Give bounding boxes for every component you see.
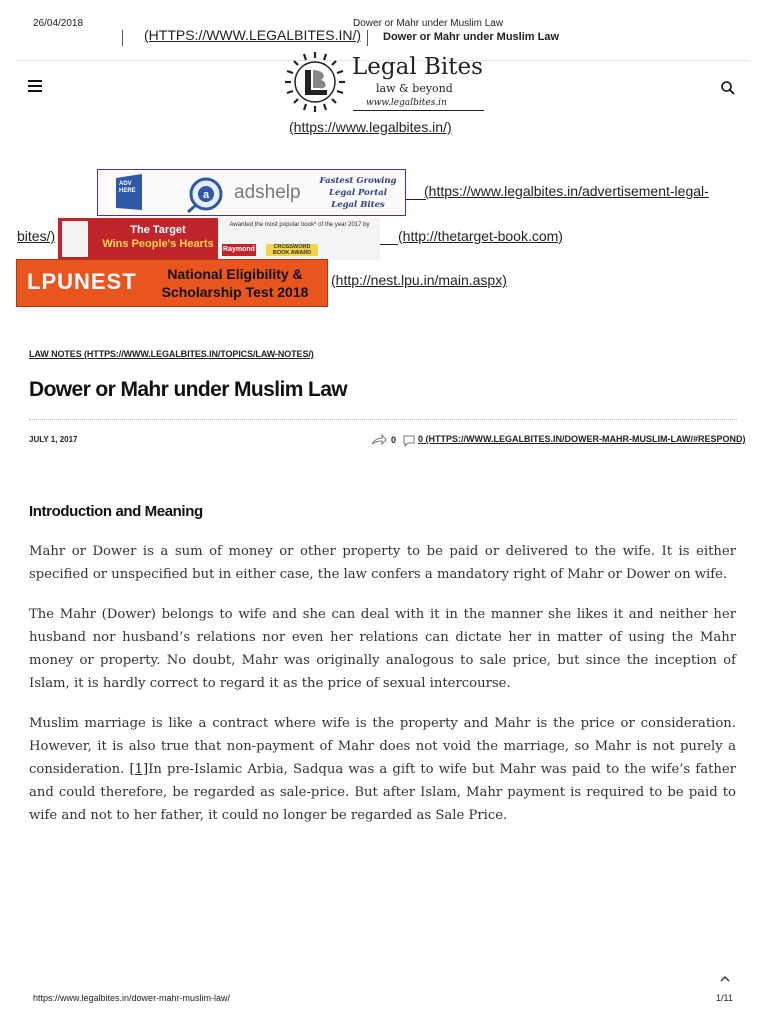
lpunest-logo: LPUNEST bbox=[27, 269, 137, 294]
title-divider bbox=[29, 419, 737, 420]
footer-url: https://www.legalbites.in/dower-mahr-muslim-law/ bbox=[33, 993, 231, 1003]
adv-badge-text: ADV HERE bbox=[119, 181, 136, 194]
article-title: Dower or Mahr under Muslim Law bbox=[29, 378, 348, 401]
logo-tagline: law & beyond bbox=[376, 82, 453, 95]
link-underline bbox=[380, 244, 398, 245]
logo-name: Legal Bites bbox=[352, 54, 483, 80]
book-cover-image bbox=[62, 221, 88, 257]
top-separator bbox=[122, 30, 123, 46]
adshelp-banner[interactable] bbox=[97, 169, 406, 216]
logo-url: www.legalbites.in bbox=[366, 98, 447, 108]
share-count: 0 bbox=[391, 435, 397, 445]
page-number: 1/11 bbox=[716, 993, 733, 1003]
hamburger-menu-icon[interactable] bbox=[28, 80, 42, 92]
search-icon[interactable] bbox=[720, 80, 736, 96]
logo-underline bbox=[353, 110, 484, 111]
lpu-nest-link[interactable]: (http://nest.lpu.in/main.aspx) bbox=[331, 272, 507, 288]
nest-line1: National Eligibility & bbox=[167, 266, 303, 282]
chevron-up-icon[interactable] bbox=[719, 974, 731, 984]
paragraph-text: Muslim marriage is like a contract where wife is the property and Mahr is the price or consideration. However, it is also true that non-payment of Mahr does not void the marriage, so Mahr is not purely a consideration. bbox=[29, 716, 736, 777]
raymond-logo: Raymond bbox=[222, 244, 256, 256]
paragraph: The Mahr (Dower) belongs to wife and she can deal with it in the manner she likes it and neither her husband nor husband’s relations nor even her relations can dictate her in matter of using the Mahr money or property. No doubt, Mahr was originally analogous to sale price, but since the inception of Islam, it is hardly correct to regard it as the price of sexual intercourse. bbox=[29, 607, 736, 691]
top-separator bbox=[367, 30, 368, 46]
paragraph-text: In pre-Islamic Arbia, Sadqua was a gift to wife but Mahr was paid to the wife’s father and could therefore, be regarded as sale-price. But after Islam, Mahr payment is required to be paid to wife and not to her father, it could no longer be regarded as Sale Price. bbox=[29, 762, 736, 823]
print-title: Dower or Mahr under Muslim Law bbox=[353, 18, 504, 29]
magnifier-icon bbox=[184, 174, 230, 214]
section-heading: Introduction and Meaning bbox=[29, 503, 203, 520]
adshelp-brand: adshelp bbox=[234, 182, 301, 203]
top-page-title: Dower or Mahr under Muslim Law bbox=[383, 31, 560, 43]
footnote-link[interactable]: [1] bbox=[129, 762, 149, 777]
home-link[interactable]: (HTTPS://WWW.LEGALBITES.IN/) bbox=[144, 27, 362, 43]
link-underline bbox=[406, 199, 426, 200]
advertise-link-continued[interactable]: bites/) bbox=[17, 228, 56, 244]
the-target-book-banner[interactable] bbox=[58, 218, 380, 260]
crossword-award-logo: CROSSWORD BOOK AWARD bbox=[266, 244, 318, 256]
lpu-nest-banner[interactable] bbox=[16, 259, 328, 307]
target-headline: The Target bbox=[130, 224, 186, 236]
comment-icon[interactable] bbox=[403, 435, 415, 447]
comments-link[interactable]: 0 (HTTPS://WWW.LEGALBITES.IN/DOWER-MAHR-MUSLIM-LAW/#RESPOND) bbox=[418, 434, 746, 444]
category-link[interactable]: LAW NOTES (HTTPS://WWW.LEGALBITES.IN/TOPICS/LAW-NOTES/) bbox=[29, 349, 314, 359]
print-date: 26/04/2018 bbox=[33, 18, 84, 29]
target-subheadline: Wins People's Hearts bbox=[102, 238, 214, 250]
logo-link[interactable]: (https://www.legalbites.in/) bbox=[289, 119, 452, 135]
paragraph bbox=[29, 712, 736, 827]
paragraph: Mahr or Dower is a sum of money or other property to be paid or delivered to the wife. It is either specified or unspecified but in either case, the law confers a mandatory right of Mahr or Dower on wife. bbox=[29, 544, 736, 582]
post-date: JULY 1, 2017 bbox=[29, 435, 78, 444]
share-icon[interactable] bbox=[371, 434, 387, 446]
svg-text:a: a bbox=[202, 189, 210, 201]
advertise-link[interactable]: (https://www.legalbites.in/advertisement-legal- bbox=[424, 183, 709, 199]
nest-line2: Scholarship Test 2018 bbox=[161, 284, 309, 300]
target-book-link[interactable]: (http://thetarget-book.com) bbox=[398, 228, 563, 244]
adshelp-tagline: Fastest Growing Legal Portal Legal Bites bbox=[319, 176, 397, 210]
award-text: Awarded the most popular book* of the year 2017 by bbox=[229, 222, 370, 228]
